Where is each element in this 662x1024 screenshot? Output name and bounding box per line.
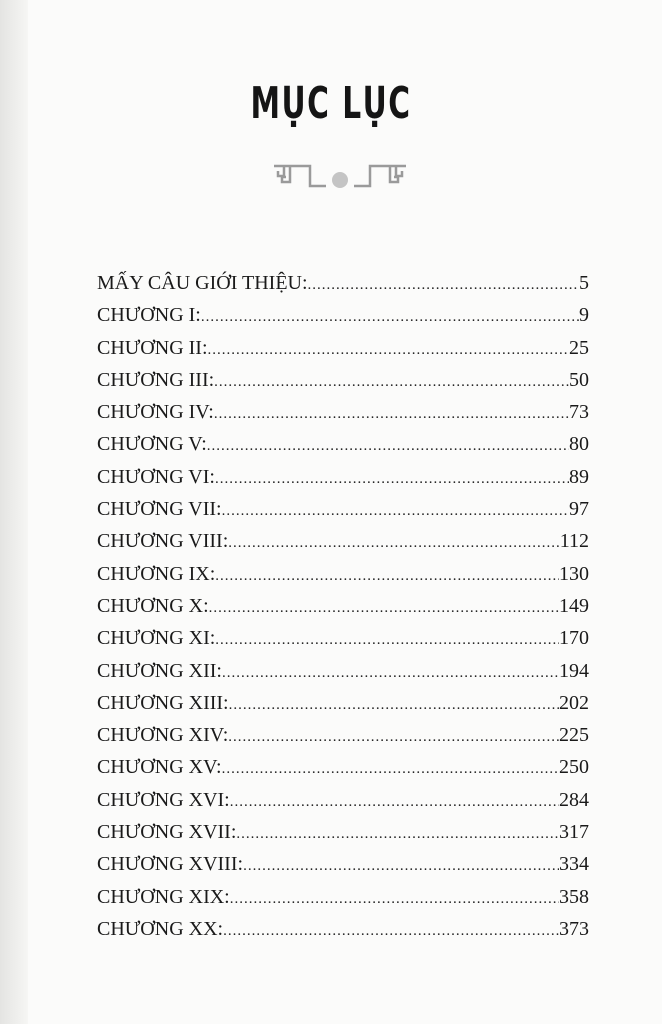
table-of-contents xyxy=(97,272,589,950)
leader-dots xyxy=(222,503,569,520)
toc-entry xyxy=(97,821,589,853)
toc-entry xyxy=(97,692,589,724)
leader-dots xyxy=(207,438,569,455)
toc-entry-label: CHƯƠNG X: xyxy=(97,594,209,617)
toc-entry-label: CHƯƠNG XX: xyxy=(97,917,224,940)
leader-dots xyxy=(208,342,569,359)
toc-entry-page: 130 xyxy=(559,562,589,585)
toc-entry xyxy=(97,724,589,756)
leader-dots xyxy=(228,535,559,552)
toc-entry-label: CHƯƠNG VI: xyxy=(97,465,215,488)
leader-dots xyxy=(228,729,559,746)
toc-entry xyxy=(97,401,589,433)
toc-entry xyxy=(97,498,589,530)
toc-entry-page: 250 xyxy=(559,756,589,779)
leader-dots xyxy=(201,309,579,326)
toc-entry-page: 97 xyxy=(569,498,589,521)
toc-entry-page: 5 xyxy=(579,272,589,294)
leader-dots xyxy=(243,858,559,875)
toc-entry-label: CHƯƠNG XVI: xyxy=(97,788,230,811)
leader-dots xyxy=(215,632,559,649)
toc-entry xyxy=(97,595,589,627)
toc-entry xyxy=(97,756,589,788)
toc-entry-page: 89 xyxy=(569,465,589,488)
toc-entry-label: CHƯƠNG II: xyxy=(97,336,208,359)
leader-dots xyxy=(222,665,559,682)
toc-entry-page: 194 xyxy=(559,659,589,682)
toc-entry-page: 202 xyxy=(559,691,589,714)
toc-entry xyxy=(97,272,589,304)
toc-entry-label: CHƯƠNG XIX: xyxy=(97,885,230,908)
toc-entry-page: 9 xyxy=(579,304,589,327)
toc-entry-label: CHƯƠNG V: xyxy=(97,433,207,456)
toc-entry xyxy=(97,530,589,562)
toc-entry xyxy=(97,789,589,821)
toc-entry-label: CHƯƠNG XII: xyxy=(97,659,222,682)
toc-entry-label: MẤY CÂU GIỚI THIỆU: xyxy=(97,272,308,294)
decorative-ornament-icon xyxy=(270,160,410,192)
toc-entry-page: 50 xyxy=(569,368,589,391)
toc-entry-label: CHƯƠNG XIV: xyxy=(97,724,229,747)
toc-entry-label: CHƯƠNG IX: xyxy=(97,562,216,585)
leader-dots xyxy=(214,374,569,391)
toc-entry xyxy=(97,853,589,885)
toc-entry-page: 80 xyxy=(569,433,589,456)
toc-entry-page: 112 xyxy=(559,530,589,553)
toc-entry xyxy=(97,466,589,498)
toc-entry-page: 358 xyxy=(559,885,589,908)
leader-dots xyxy=(209,600,559,617)
toc-entry xyxy=(97,433,589,465)
toc-entry xyxy=(97,627,589,659)
toc-entry-page: 149 xyxy=(559,594,589,617)
toc-entry-page: 284 xyxy=(559,788,589,811)
toc-entry-label: CHƯƠNG IV: xyxy=(97,401,214,424)
toc-entry xyxy=(97,918,589,950)
toc-entry-label: CHƯƠNG XVIII: xyxy=(97,853,244,876)
leader-dots xyxy=(230,891,559,908)
toc-entry xyxy=(97,369,589,401)
toc-entry xyxy=(97,563,589,595)
toc-entry-page: 25 xyxy=(569,336,589,359)
toc-entry xyxy=(97,886,589,918)
toc-entry-label: CHƯƠNG III: xyxy=(97,368,215,391)
toc-entry-page: 317 xyxy=(559,821,589,844)
toc-entry-page: 334 xyxy=(559,853,589,876)
toc-entry-label: CHƯƠNG XV: xyxy=(97,756,222,779)
leader-dots xyxy=(222,761,559,778)
toc-entry-page: 225 xyxy=(559,724,589,747)
toc-entry-label: CHƯƠNG VIII: xyxy=(97,530,229,553)
leader-dots xyxy=(223,923,559,940)
toc-entry xyxy=(97,304,589,336)
page-title: MỤC LỤC xyxy=(250,78,412,129)
toc-entry-label: CHƯƠNG I: xyxy=(97,304,201,327)
toc-entry xyxy=(97,337,589,369)
leader-dots xyxy=(214,406,569,423)
toc-entry xyxy=(97,660,589,692)
toc-entry-label: CHƯƠNG VII: xyxy=(97,498,222,521)
page-edge-shadow xyxy=(0,0,28,1024)
toc-entry-label: CHƯƠNG XVII: xyxy=(97,821,237,844)
toc-entry-page: 373 xyxy=(559,917,589,940)
leader-dots xyxy=(308,277,579,294)
toc-entry-page: 170 xyxy=(559,627,589,650)
toc-entry-label: CHƯƠNG XIII: xyxy=(97,691,229,714)
leader-dots xyxy=(229,697,559,714)
toc-entry-label: CHƯƠNG XI: xyxy=(97,627,216,650)
leader-dots xyxy=(215,471,569,488)
leader-dots xyxy=(230,794,559,811)
toc-entry-page: 73 xyxy=(569,401,589,424)
leader-dots xyxy=(236,826,559,843)
leader-dots xyxy=(215,568,559,585)
